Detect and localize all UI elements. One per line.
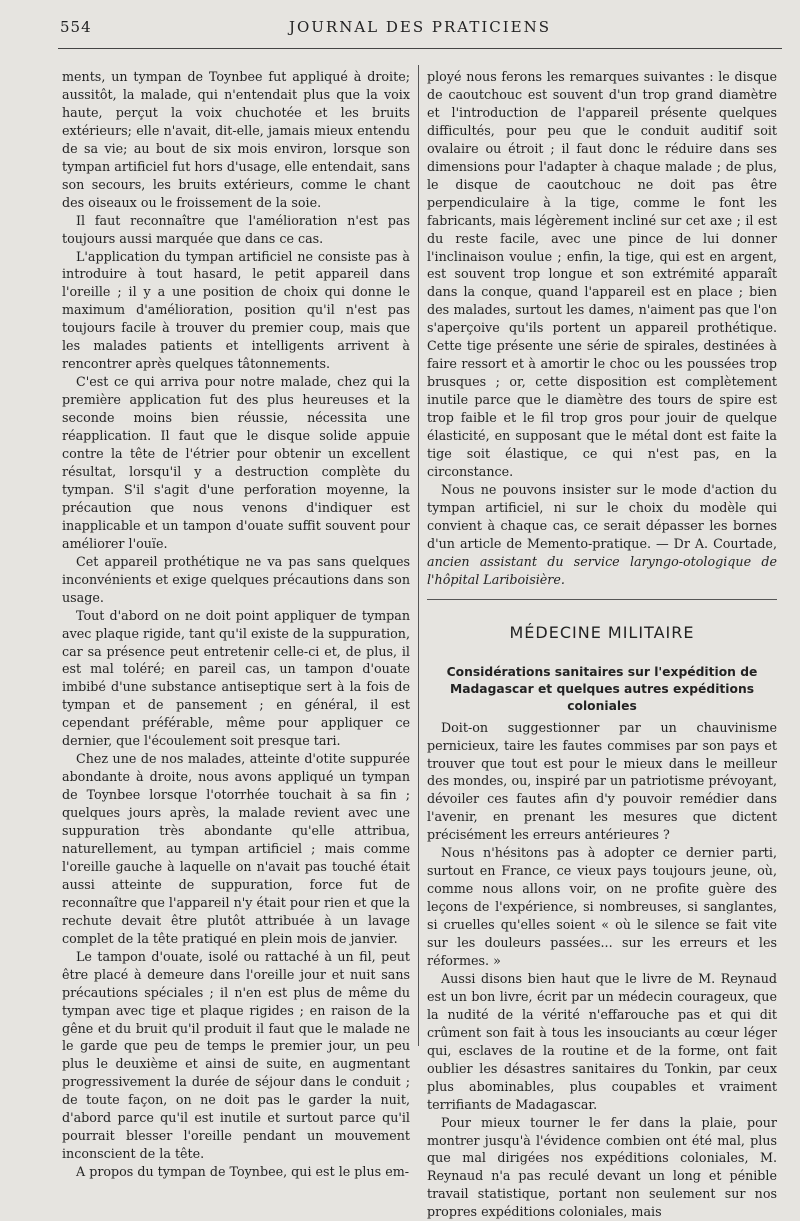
closing-text: Nous ne pouvons insister sur le mode d'action du tympan artificiel, ni sur le choix du modèle qui convient à chaque cas, ce serait dépasser les bornes d'un article de Memento-pratique. —	[427, 481, 777, 551]
section-title: MÉDECINE MILITAIRE	[509, 622, 695, 642]
column-divider	[418, 65, 419, 1046]
page-header	[60, 18, 780, 40]
paragraph: A propos du tympan de Toynbee, qui est le plus em-	[76, 1164, 410, 1180]
paragraph: Pour mieux tourner le fer dans la plaie, pour montrer jusqu'à l'évidence combien ont été mal, plus que mal dirigées nos expéditions coloniales, M. Reynaud n'a pas reculé devant un long et pénible travail statistique, portant non seulement sur nos propres expéditions coloniales, mais	[427, 1114, 777, 1220]
paragraph: Tout d'abord on ne doit point appliquer de tympan avec plaque rigide, tant qu'il existe de la suppuration, car sa présence peut entretenir celle-ci et, de plus, il est mal toléré; en pareil cas, un tampon d'ouate imbibé d'une substance antiseptique sert à la fois de tympan et de pansement ; en général, il est cependant préférable, même pour appliquer ce dernier, que l'écoulement soit presque tari.	[62, 607, 410, 749]
paragraph: Nous n'hésitons pas à adopter ce dernier parti, surtout en France, ce vieux pays toujours jeune, où, comme nous allons voir, on ne profite guère des leçons de l'expérience, si nombreuses, si sanglantes, si cruelles qu'elles soient « où le silence se fait vite sur les douleurs passées... sur les erreurs et les réformes. »	[427, 845, 777, 968]
right-column	[427, 68, 777, 1221]
paragraph: Chez une de nos malades, atteinte d'otite suppurée abondante à droite, nous avons appliqué un tympan de Toynbee lorsque l'otorrhée touchait à sa fin ; quelques jours après, la malade revient avec une suppuration très abondante qu'elle attribua, naturellement, au tympan artificiel ; mais comme l'oreille gauche à laquelle on n'avait pas touché était aussi atteinte de suppuration, force fut de reconnaître que l'appareil n'y était pour rien et que la rechute devait être plutôt attribuée à un lavage complet de la tête pratiqué en plein mois de janvier.	[62, 751, 410, 946]
page-number: 554	[60, 18, 92, 36]
closing-paragraph	[427, 481, 777, 589]
paragraph: L'application du tympan artificiel ne consiste pas à introduire à tout hasard, le petit appareil dans l'oreille ; il y a une position de choix qui donne le maximum d'amélioration, position qu'il n'est pas toujours facile à trouver du premier coup, mais que les malades patients et intelligents arrivent à rencontrer après quelques tâtonnements.	[62, 248, 410, 372]
paragraph: Il faut reconnaître que l'amélioration n'est pas toujours aussi marquée que dans ce cas.	[62, 212, 410, 246]
paragraph: Doit-on suggestionner par un chauvinisme pernicieux, taire les fautes commises par son pays et trouver que tout est pour le mieux dans le meilleur des mondes, ou, inspiré par un patriotisme prévoyant, dévoiler ces fautes afin d'y pouvoir remédier dans l'avenir, en prenant les mesures que dictent précisément les erreurs antérieures ?	[427, 719, 777, 843]
section-rule	[427, 599, 777, 600]
paragraph: Le tampon d'ouate, isolé ou rattaché à un fil, peut être placé à demeure dans l'oreille jour et nuit sans précautions spéciales ; il n'en est plus de même du tympan avec tige et plaque rigides ; en raison de la gêne et du bruit qu'il produit il faut que le malade ne le garde que peu de temps le premier jour, un peu plus le deuxième et ainsi de suite, en augmentant progressivement la durée de séjour dans le conduit ; de toute façon, on ne doit pas le garder la nuit, d'abord parce qu'il est inutile et surtout parce qu'il pourrait blesser l'oreille pendant un mouvement inconscient de la tête.	[62, 948, 410, 1162]
paragraph: C'est ce qui arriva pour notre malade, chez qui la première application fut des plus heureuses et la seconde moins bien réussie, nécessita une réapplication. Il faut que le disque solide appuie contre la tête de l'étrier pour obtenir un excellent résultat, lorsqu'il y a destruction complète du tympan. S'il s'agit d'une perforation moyenne, la précaution que nous venons d'indiquer est inapplicable et un tampon d'ouate suffit souvent pour améliorer l'ouïe.	[62, 374, 410, 551]
header-rule	[58, 48, 782, 49]
author-name: Dr A. Courtade,	[673, 535, 777, 551]
left-column	[62, 68, 410, 1181]
paragraph: Aussi disons bien haut que le livre de M. Reynaud est un bon livre, écrit par un médecin courageux, que la nudité de la vérité n'effarouche pas et qui dit crûment son fait à tous les insouciants au cœur léger qui, esclaves de la routine et de la forme, ont fait oublier les désastres sanitaires du Tonkin, par ceux plus abominables, plus coupables et vraiment terrifiants de Madagascar.	[427, 970, 777, 1112]
paragraph: ployé nous ferons les remarques suivantes : le disque de caoutchouc est souvent d'un trop grand diamètre et l'introduction de l'appareil présente quelques difficultés, pour peu que le conduit auditif soit ovalaire ou étroit ; il faut donc le réduire dans ses dimensions pour l'adapter à chaque malade ; de plus, le disque de caoutchouc ne doit pas être perpendiculaire à la tige, comme le font les fabricants, mais légèrement incliné sur cet axe ; il est du reste facile, avec une pince de lui donner l'inclinaison voulue ; enfin, la tige, qui est en argent, est souvent trop longue et son extrémité apparaît dans la conque, quand l'appareil est en place ; bien des malades, surtout les dames, n'aiment pas que l'on s'aperçoive qu'ils portent un appareil prothétique. Cette tige présente une série de spirales, destinées à faire ressort et à amortir le choc ou les poussées trop brusques ; or, cette disposition est complètement inutile parce que le diamètre des tours de spire est trop faible et le fil trop gros pour jouir de quelque élasticité, en supposant que le métal dont est faite la tige soit élastique, ce qui n'est pas, en la circonstance.	[427, 69, 777, 479]
journal-title: JOURNAL DES PRATICIENS	[288, 18, 552, 36]
article-title: Considérations sanitaires sur l'expédition de Madagascar et quelques autres expéditions coloniales	[446, 664, 758, 713]
paragraph: ments, un tympan de Toynbee fut appliqué à droite; aussitôt, la malade, qui n'entendait plus que la voix haute, perçut la voix chuchotée et les bruits extérieurs; elle n'avait, dit-elle, jamais mieux entendu de sa vie; au bout de six mois environ, lorsque son tympan artificiel fut hors d'usage, elle entendait, sans son secours, les bruits extérieurs, comme le chant des oiseaux ou le froissement de la soie.	[62, 69, 410, 210]
author-title: ancien assistant du service laryngo-otologique de l'hôpital Lariboisière.	[427, 553, 777, 587]
paragraph: Cet appareil prothétique ne va pas sans quelques inconvénients et exige quelques précautions dans son usage.	[62, 553, 410, 605]
